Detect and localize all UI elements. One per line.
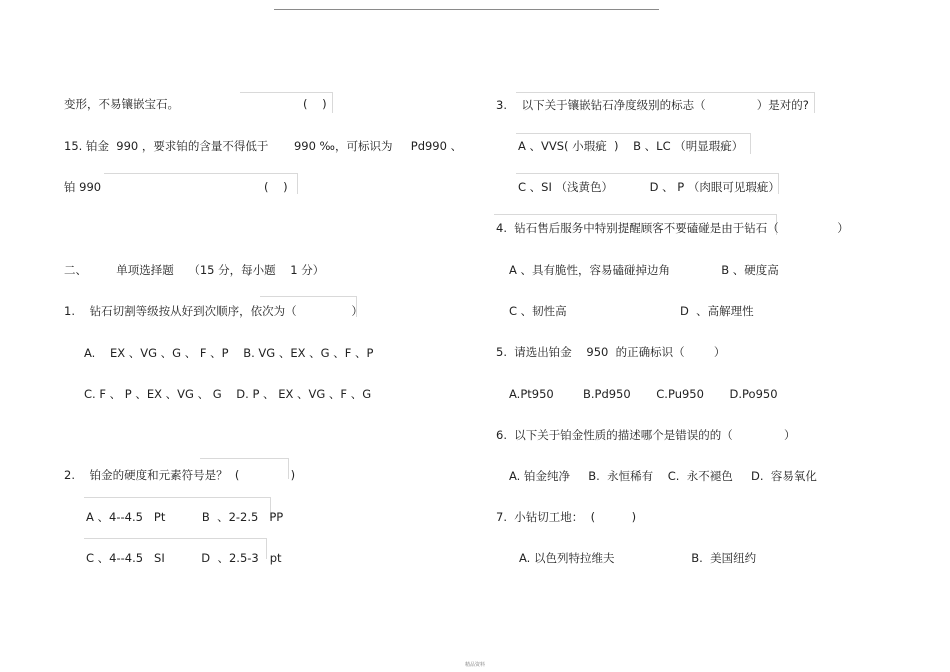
header-rule — [274, 9, 659, 10]
question-4-options-ab: A 、具有脆性，容易磕碰掉边角 B 、硬度高 — [509, 263, 779, 277]
question-2-options-ab: A 、4--4.5 Pt B 、2-2.5 PP — [86, 510, 284, 524]
question-7-options: A. 以色列特拉维夫 B. 美国纽约 — [519, 551, 757, 565]
question-15-paren: ( ) — [264, 180, 288, 194]
question-4-options-cd: C 、韧性高 D 、高解理性 — [509, 304, 754, 318]
question-3: 3. 以下关于镶嵌钻石净度级别的标志（ ）是对的? — [496, 98, 809, 112]
section-title: 二、 单项选择题 （15 分，每小题 1 分） — [64, 263, 325, 277]
question-14-tail: 变形，不易镶嵌宝石。 — [64, 97, 179, 111]
question-2: 2. 铂金的硬度和元素符号是？ ( ) — [64, 468, 296, 482]
question-6-options: A. 铂金纯净 B. 永恒稀有 C. 永不褪色 D. 容易氧化 — [509, 469, 817, 483]
question-4: 4. 钻石售后服务中特别提醒顾客不要磕碰是由于钻石（ ） — [496, 221, 849, 235]
question-5-options: A.Pt950 B.Pd950 C.Pu950 D.Po950 — [509, 387, 778, 401]
question-3-options-ab: A 、VVS( 小瑕疵 ) B 、LC （明显瑕疵） — [518, 139, 744, 153]
question-1-options-cd: C. F 、 P 、EX 、VG 、 G D. P 、 EX 、VG 、F 、G — [84, 387, 372, 401]
question-1-options-ab: A. EX 、VG 、G 、 F 、P B. VG 、EX 、G 、F 、P — [84, 346, 374, 360]
question-15-tail: 铂 990 — [64, 180, 102, 194]
question-6: 6. 以下关于铂金性质的描述哪个是错误的的（ ） — [496, 428, 796, 442]
question-5: 5. 请选出铂金 950 的正确标识（ ） — [496, 345, 726, 359]
question-3-options-cd: C 、SI （浅黄色） D 、 P （肉眼可见瑕疵） — [518, 180, 780, 194]
question-14-paren: ( ) — [303, 97, 327, 111]
question-7: 7. 小钻切工地： ( ) — [496, 510, 637, 524]
question-1: 1. 钻石切割等级按从好到次顺序，依次为（ ） — [64, 304, 363, 318]
question-15: 15. 铂金 990 ，要求铂的含量不得低于 990 ‰，可标识为 Pd990 、 — [64, 139, 463, 153]
question-2-options-cd: C 、4--4.5 SI D 、2.5-3 pt — [86, 551, 282, 565]
page-footer: 精品资料 — [464, 662, 485, 668]
